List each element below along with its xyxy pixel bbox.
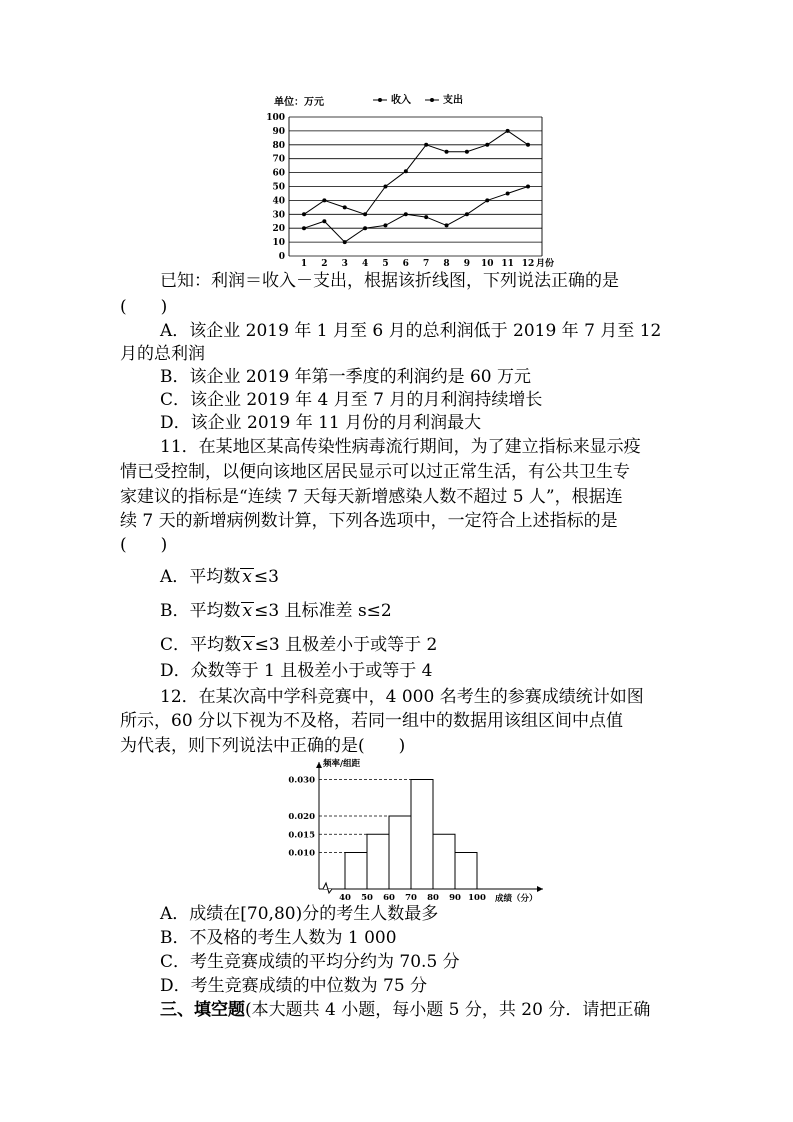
- histogram-chart: [285, 752, 555, 902]
- y-tick-label: 0: [278, 252, 285, 262]
- histogram-bar: [433, 834, 455, 889]
- xbar-symbol: x: [242, 601, 253, 621]
- data-point: [465, 150, 469, 154]
- q10-stem: 已知：利润＝收入－支出，根据该折线图，下列说法正确的是: [160, 271, 619, 291]
- data-point: [506, 191, 510, 195]
- data-point: [363, 226, 367, 230]
- x-axis-label: 成绩（分）: [495, 894, 538, 902]
- q11-option-d: D．众数等于 1 且极差小于或等于 4: [160, 661, 433, 681]
- q12-option-c: C．考生竞赛成绩的平均分约为 70.5 分: [160, 952, 460, 972]
- y-tick-label: 0.010: [288, 848, 315, 859]
- y-tick-label: 40: [272, 196, 285, 207]
- y-tick-label: 0.020: [288, 812, 315, 822]
- y-axis-labels: [266, 113, 285, 262]
- xbar-symbol: x: [242, 567, 252, 587]
- legend-label: 支出: [443, 95, 463, 106]
- q11-option-c: C．平均数 x ≤3 且极差小于或等于 2: [160, 635, 438, 655]
- q12-option-d: D．考生竞赛成绩的中位数为 75 分: [160, 976, 428, 996]
- q11-stem-line4: 续 7 天的新增病例数计算，下列各选项中，一定符合上述指标的是: [120, 511, 618, 531]
- x-tick-label: 9: [463, 259, 471, 269]
- q10-option-d: D．该企业 2019 年 11 月份的月利润最大: [160, 413, 482, 433]
- y-axis-label: 频率/组距: [323, 759, 361, 769]
- line-chart: [265, 88, 585, 273]
- data-point: [424, 143, 428, 147]
- q12-option-b: B．不及格的考生人数为 1 000: [160, 928, 397, 948]
- q10-option-a-cont: 月的总利润: [120, 344, 205, 364]
- y-tick-label: 10: [272, 238, 285, 249]
- x-tick-label: 6: [402, 259, 409, 269]
- q11-option-b: B．平均数 x ≤3 且标准差 s≤2: [160, 601, 392, 621]
- data-point: [383, 185, 387, 189]
- data-point: [506, 129, 510, 133]
- data-point: [404, 212, 408, 216]
- section-3-text: (本大题共 4 小题，每小题 5 分，共 20 分．请把正确: [245, 1000, 651, 1020]
- data-point: [363, 212, 367, 216]
- data-point: [383, 223, 387, 227]
- x-tick-label: 8: [443, 259, 450, 269]
- data-point: [343, 240, 347, 244]
- y-tick-label: 30: [272, 210, 285, 221]
- y-tick-label: 70: [272, 154, 285, 165]
- data-point: [343, 205, 347, 209]
- histogram-bar: [411, 780, 433, 890]
- q10-answer-paren: ( ): [120, 297, 168, 317]
- x-axis-suffix: 月份: [536, 259, 555, 269]
- data-point: [322, 219, 326, 223]
- x-tick-label: 90: [449, 893, 461, 902]
- x-tick-label: 40: [339, 893, 351, 902]
- x-tick-label: 70: [405, 893, 417, 902]
- q12-option-a: A．成绩在[70,80)分的考生人数最多: [160, 904, 439, 924]
- legend: [373, 93, 463, 106]
- histogram-bar: [455, 853, 477, 890]
- x-tick-label: 80: [427, 893, 439, 902]
- data-point: [302, 212, 306, 216]
- x-tick-label: 12: [521, 259, 535, 269]
- section-3-title: 三、填空题: [160, 1000, 245, 1020]
- histogram-bar: [389, 816, 411, 889]
- q10-option-b: B．该企业 2019 年第一季度的利润约是 60 万元: [160, 367, 532, 387]
- data-point: [445, 150, 449, 154]
- y-tick-label: 100: [266, 113, 285, 123]
- y-tick-label: 20: [272, 224, 285, 235]
- data-point: [424, 215, 428, 219]
- histogram-bar: [345, 853, 367, 890]
- x-axis-arrow: [537, 886, 543, 892]
- grid: [289, 117, 542, 256]
- q10-option-c: C．该企业 2019 年 4 月至 7 月的月利润持续增长: [160, 390, 543, 410]
- data-point: [485, 198, 489, 202]
- y-tick-label: 80: [272, 140, 285, 151]
- histogram-bar: [367, 834, 389, 889]
- y-tick-label: 0.030: [288, 775, 315, 786]
- y-tick-label: 90: [272, 126, 285, 137]
- data-point: [322, 198, 326, 202]
- data-point: [526, 185, 530, 189]
- x-tick-label: 50: [361, 893, 373, 902]
- x-tick-label: 2: [321, 259, 328, 269]
- x-tick-label: 10: [481, 259, 494, 269]
- x-tick-label: 7: [423, 259, 430, 269]
- q10-option-a: A．该企业 2019 年 1 月至 6 月的总利润低于 2019 年 7 月至 12: [160, 321, 662, 341]
- legend-marker: [378, 98, 382, 102]
- data-point: [404, 169, 408, 173]
- q11-option-a: A．平均数 x ≤3: [160, 567, 279, 587]
- q11-stem-line2: 情已受控制，以便向该地区居民显示可以过正常生活，有公共卫生专: [120, 462, 630, 482]
- legend-label: 收入: [391, 95, 411, 106]
- y-tick-label: 60: [272, 168, 285, 179]
- y-tick-label: 50: [272, 182, 285, 193]
- y-axis-arrow: [316, 762, 322, 768]
- x-tick-label: 3: [341, 259, 348, 269]
- x-tick-label: 4: [361, 259, 369, 269]
- x-tick-label: 60: [383, 893, 395, 902]
- x-tick-label: 5: [382, 259, 389, 269]
- q11-stem-line3: 家建议的指标是“连续 7 天每天新增感染人数不超过 5 人”，根据连: [120, 487, 623, 507]
- xbar-symbol: x: [243, 635, 253, 655]
- q11-answer-paren: ( ): [120, 535, 168, 555]
- x-tick-label: 100: [468, 893, 486, 902]
- x-tick-label: 1: [300, 259, 308, 269]
- data-point: [465, 212, 469, 216]
- data-point: [526, 143, 530, 147]
- data-point: [485, 143, 489, 147]
- x-axis-labels: [301, 257, 554, 269]
- data-point: [302, 226, 306, 230]
- q12-stem-line2: 所示，60 分以下视为不及格，若同一组中的数据用该组区间中点值: [120, 711, 624, 731]
- axis-break-mark: [323, 883, 332, 893]
- q12-stem-line3: 为代表，则下列说法中正确的是( ): [120, 736, 406, 756]
- legend-marker: [430, 98, 434, 102]
- data-point: [445, 223, 449, 227]
- unit-label: 单位：万元: [274, 97, 324, 108]
- y-tick-label: 0.015: [288, 830, 315, 841]
- x-tick-label: 11: [501, 259, 514, 269]
- q11-stem-line1: 11．在某地区某高传染性病毒流行期间，为了建立指标来显示疫: [160, 437, 641, 457]
- section-3-heading: [160, 999, 650, 1021]
- q12-stem-line1: 12．在某次高中学科竞赛中，4 000 名考生的参赛成绩统计如图: [160, 687, 644, 707]
